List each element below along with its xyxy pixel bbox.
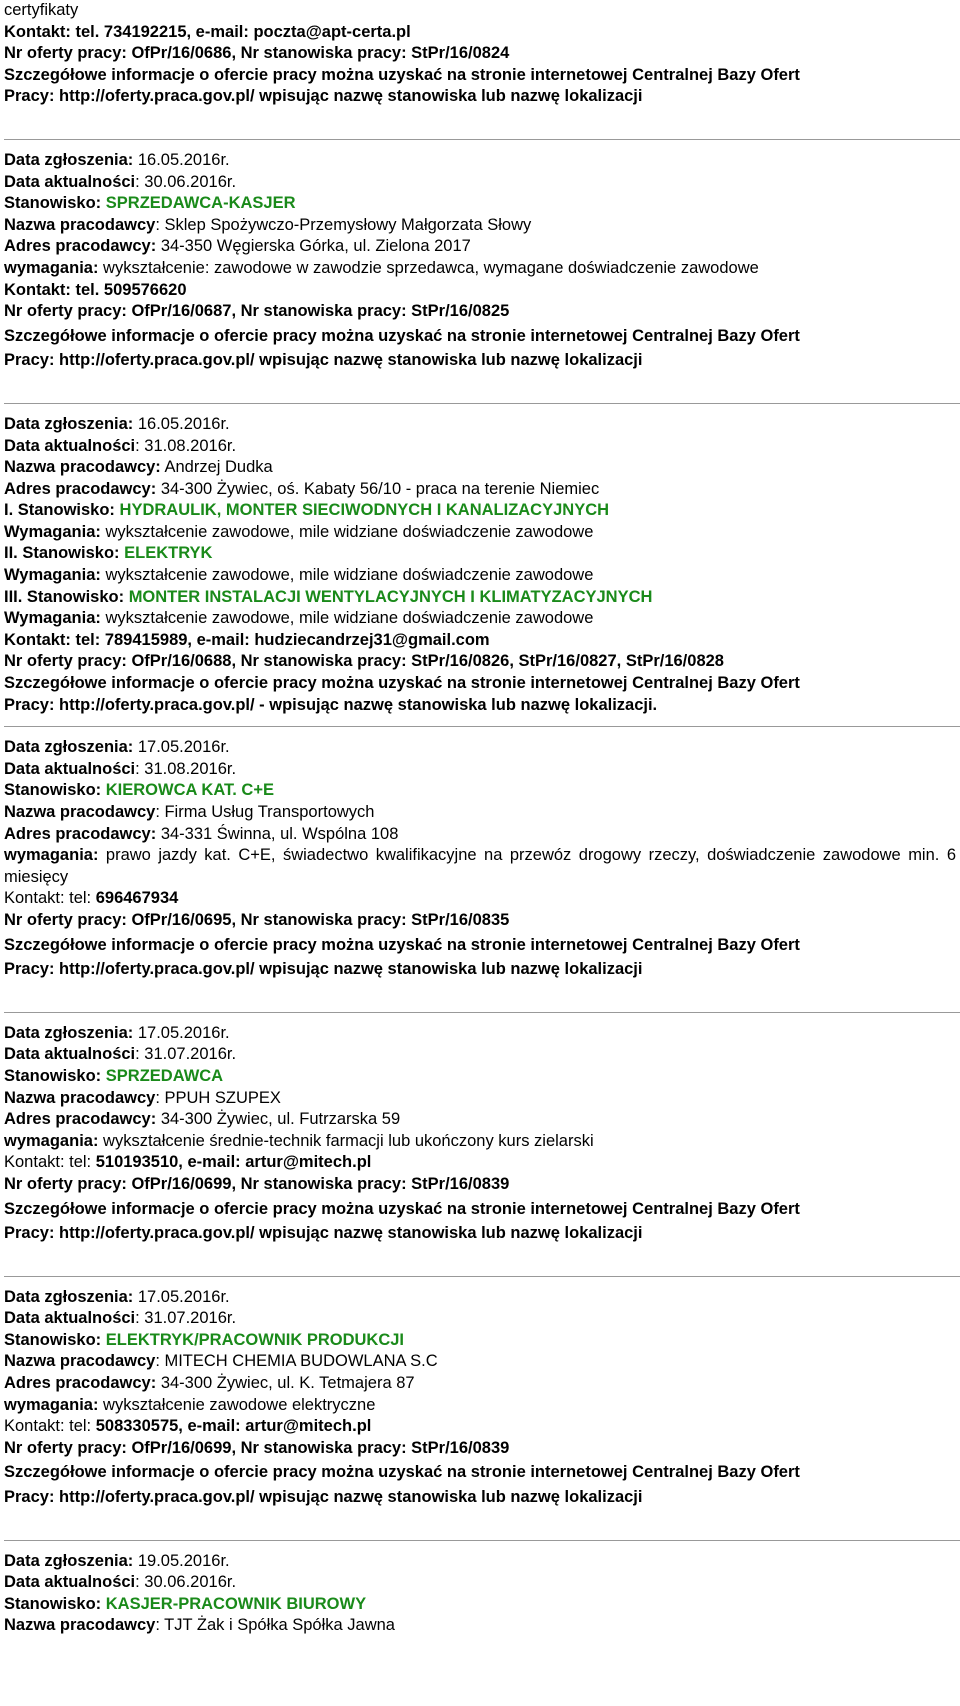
position-title: SPRZEDAWCA-KASJER <box>105 194 296 213</box>
position-title: HYDRAULIK, MONTER SIECIWODNYCH I KANALIZACYJNYCH <box>119 501 610 520</box>
date-valid: : 31.07.2016r. <box>135 1309 237 1328</box>
contact: Kontakt: tel: 789415989, e-mail: hudziecandrzej31@gmail.com <box>4 630 490 649</box>
info-line-2: Pracy: http://oferty.praca.gov.pl/ - wpisując nazwę stanowiska lub nazwę lokalizacji. <box>4 695 658 714</box>
info-line-1: Szczegółowe informacje o ofercie pracy można uzyskać na stronie internetowej Centralnej Bazy Ofert <box>4 674 800 693</box>
requirements: prawo jazdy kat. C+E, świadectwo kwalifikacyjne na przewóz drogowy rzeczy, doświadczenie zawodowe min. 6 miesięcy <box>4 846 956 886</box>
label: Data zgłoszenia: <box>4 414 134 433</box>
contact: 696467934 <box>95 889 179 908</box>
offer-number: Nr oferty pracy: OfPr/16/0687, Nr stanowiska pracy: StPr/16/0825 <box>4 302 510 321</box>
label: Nazwa pracodawcy <box>4 1088 156 1107</box>
employer-name: : Sklep Spożywczo-Przemysłowy Małgorzata Słowy <box>155 215 532 234</box>
requirements: wykształcenie zawodowe, mile widziane doświadczenie zawodowe <box>100 522 594 541</box>
position-title: ELEKTRYK/PRACOWNIK PRODUKCJI <box>105 1330 404 1349</box>
label: Stanowisko: <box>4 1594 106 1613</box>
label: Data aktualności <box>4 1573 136 1592</box>
label: Stanowisko: <box>4 781 106 800</box>
employer-name: : Firma Usług Transportowych <box>155 803 375 821</box>
top-info-2: Pracy: http://oferty.praca.gov.pl/ wpisując nazwę stanowiska lub nazwę lokalizacji <box>4 87 643 106</box>
employer-address: 34-300 Żywiec, ul. Futrzarska 59 <box>156 1110 401 1129</box>
requirements: wykształcenie zawodowe, mile widziane doświadczenie zawodowe <box>100 566 594 585</box>
date-valid: : 30.06.2016r. <box>135 172 237 191</box>
job-offer <box>4 1287 960 1509</box>
label: Data aktualności <box>4 436 136 455</box>
label: Kontakt: tel: <box>4 889 96 908</box>
info-line-2: Pracy: http://oferty.praca.gov.pl/ wpisując nazwę stanowiska lub nazwę lokalizacji <box>4 1224 643 1243</box>
label: Data aktualności <box>4 759 136 778</box>
label: Kontakt: tel. <box>4 280 100 299</box>
label: Stanowisko: <box>4 1330 106 1349</box>
contact: 509576620 <box>99 280 187 299</box>
offer-number: Nr oferty pracy: OfPr/16/0688, Nr stanowiska pracy: StPr/16/0826, StPr/16/0827, StPr/16/0828 <box>4 652 724 671</box>
label: wymagania: <box>4 1131 99 1150</box>
label: wymagania: <box>4 846 99 865</box>
employer-address: 34-331 Świnna, ul. Wspólna 108 <box>156 824 399 843</box>
label: Data zgłoszenia: <box>4 150 134 169</box>
date-reported: 16.05.2016r. <box>133 150 230 169</box>
top-line: certyfikaty <box>4 1 79 19</box>
info-line-1: Szczegółowe informacje o ofercie pracy można uzyskać na stronie internetowej Centralnej Bazy Ofert <box>4 326 800 345</box>
date-valid: : 30.06.2016r. <box>135 1573 237 1592</box>
requirements: wykształcenie średnie-technik farmacji lub ukończony kurs zielarski <box>98 1131 594 1150</box>
label: Nazwa pracodawcy <box>4 803 156 821</box>
date-reported: 17.05.2016r. <box>133 1287 230 1306</box>
info-line-2: Pracy: http://oferty.praca.gov.pl/ wpisując nazwę stanowiska lub nazwę lokalizacji <box>4 351 643 370</box>
label: Adres pracodawcy: <box>4 1110 157 1129</box>
label: Kontakt: tel: <box>4 1417 96 1436</box>
date-valid: : 31.08.2016r. <box>135 759 237 778</box>
requirements: wykształcenie: zawodowe w zawodzie sprzedawca, wymagane doświadczenie zawodowe <box>98 258 759 277</box>
label: Data aktualności <box>4 1309 136 1328</box>
employer-address: 34-350 Węgierska Górka, ul. Zielona 2017 <box>156 237 471 256</box>
info-line-1: Szczegółowe informacje o ofercie pracy można uzyskać na stronie internetowej Centralnej Bazy Ofert <box>4 935 800 954</box>
employer-name: : MITECH CHEMIA BUDOWLANA S.C <box>155 1352 438 1371</box>
position-title: ELEKTRYK <box>124 544 213 563</box>
label: Data zgłoszenia: <box>4 1287 134 1306</box>
top-info-1: Szczegółowe informacje o ofercie pracy można uzyskać na stronie internetowej Centralnej Bazy Ofert <box>4 65 800 84</box>
date-reported: 17.05.2016r. <box>133 1023 230 1042</box>
label: wymagania: <box>4 258 99 277</box>
label: Adres pracodawcy: <box>4 237 157 256</box>
requirements: wykształcenie zawodowe elektryczne <box>98 1395 376 1414</box>
contact: 510193510, e-mail: artur@mitech.pl <box>95 1153 372 1172</box>
label: Stanowisko: <box>4 194 106 213</box>
label: Nazwa pracodawcy <box>4 215 156 234</box>
position-title: KASJER-PRACOWNIK BIUROWY <box>105 1594 367 1613</box>
label: Wymagania: <box>4 566 101 585</box>
job-offer <box>4 1551 960 1637</box>
label: Adres pracodawcy: <box>4 1374 157 1393</box>
label: Kontakt: tel: <box>4 1153 96 1172</box>
label: Stanowisko: <box>4 1066 106 1085</box>
label: Data aktualności <box>4 1045 136 1064</box>
label: Data aktualności <box>4 172 136 191</box>
offer-number: Nr oferty pracy: OfPr/16/0699, Nr stanowiska pracy: StPr/16/0839 <box>4 1174 510 1193</box>
offer-number: Nr oferty pracy: OfPr/16/0695, Nr stanowiska pracy: StPr/16/0835 <box>4 910 510 929</box>
date-reported: 16.05.2016r. <box>133 414 230 433</box>
label: II. Stanowisko: <box>4 544 125 563</box>
position-title: SPRZEDAWCA <box>105 1066 224 1085</box>
info-line-1: Szczegółowe informacje o ofercie pracy można uzyskać na stronie internetowej Centralnej Bazy Ofert <box>4 1199 800 1218</box>
job-offer <box>4 737 960 981</box>
employer-address: 34-300 Żywiec, oś. Kabaty 56/10 - praca na terenie Niemiec <box>156 479 600 498</box>
date-valid: : 31.07.2016r. <box>135 1045 237 1064</box>
label: Adres pracodawcy: <box>4 824 157 843</box>
label: Wymagania: <box>4 609 101 628</box>
position-title: KIEROWCA KAT. C+E <box>105 781 274 800</box>
info-line-2: Pracy: http://oferty.praca.gov.pl/ wpisując nazwę stanowiska lub nazwę lokalizacji <box>4 960 643 979</box>
job-offer <box>4 150 960 372</box>
job-offer <box>4 414 960 716</box>
contact: 508330575, e-mail: artur@mitech.pl <box>95 1417 372 1436</box>
label: Nazwa pracodawcy <box>4 1616 156 1635</box>
employer-name: Andrzej Dudka <box>160 458 273 477</box>
requirements: wykształcenie zawodowe, mile widziane doświadczenie zawodowe <box>100 609 594 628</box>
date-valid: : 31.08.2016r. <box>135 436 237 455</box>
label: Wymagania: <box>4 522 101 541</box>
date-reported: 19.05.2016r. <box>133 1551 230 1570</box>
employer-name: : PPUH SZUPEX <box>155 1088 281 1107</box>
info-line-1: Szczegółowe informacje o ofercie pracy można uzyskać na stronie internetowej Centralnej Bazy Ofert <box>4 1463 800 1482</box>
date-reported: 17.05.2016r. <box>133 738 230 757</box>
offer-number: Nr oferty pracy: OfPr/16/0699, Nr stanowiska pracy: StPr/16/0839 <box>4 1438 510 1457</box>
label: Data zgłoszenia: <box>4 738 134 757</box>
job-offer <box>4 1023 960 1245</box>
info-line-2: Pracy: http://oferty.praca.gov.pl/ wpisując nazwę stanowiska lub nazwę lokalizacji <box>4 1488 643 1507</box>
label: Data zgłoszenia: <box>4 1023 134 1042</box>
label: Adres pracodawcy: <box>4 479 157 498</box>
label: wymagania: <box>4 1395 99 1414</box>
label: Nazwa pracodawcy: <box>4 458 161 477</box>
top-nr-oferty: Nr oferty pracy: OfPr/16/0686, Nr stanowiska pracy: StPr/16/0824 <box>4 44 510 63</box>
top-kontakt: Kontakt: tel. 734192215, e-mail: poczta@apt-certa.pl <box>4 22 411 41</box>
employer-address: 34-300 Żywiec, ul. K. Tetmajera 87 <box>156 1374 415 1393</box>
label: Nazwa pracodawcy <box>4 1352 156 1371</box>
position-title: MONTER INSTALACJI WENTYLACYJNYCH I KLIMATYZACYJNYCH <box>128 587 653 606</box>
employer-name: : TJT Żak i Spółka Spółka Jawna <box>155 1616 395 1635</box>
label: I. Stanowisko: <box>4 501 120 520</box>
label: III. Stanowisko: <box>4 587 129 606</box>
label: Data zgłoszenia: <box>4 1551 134 1570</box>
